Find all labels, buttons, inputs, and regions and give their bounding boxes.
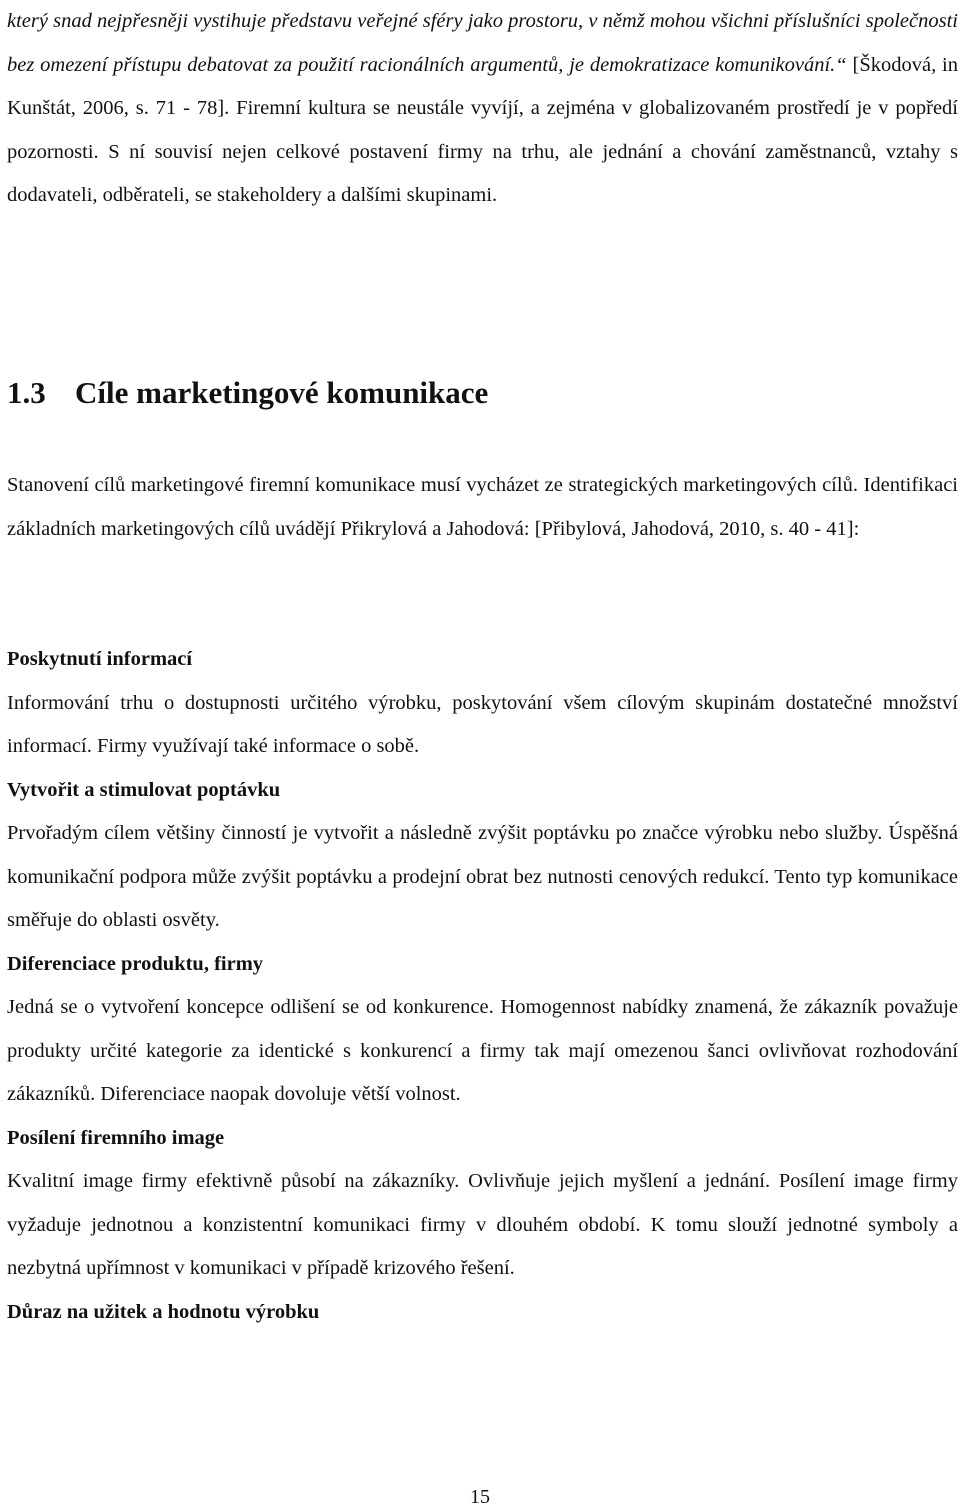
goals-list — [7, 638, 958, 1334]
goal-heading: Diferenciace produktu, firmy — [7, 952, 264, 975]
goal-heading: Vytvořit a stimulovat poptávku — [7, 778, 281, 801]
page-number: 15 — [470, 1486, 490, 1508]
goal-text: Prvořadým cílem většiny činností je vytvořit a následně zvýšit poptávku po značce výrobku nebo služby. Úspěšná komunikační podpora může zvýšit poptávku a prodejní obrat bez nutnosti cenových redukcí. Tento typ komunikace směřuje do oblasti osvěty. — [7, 822, 958, 931]
intro-citation: [Škodová, in Kunštát, 2006, s. 71 - 78]. — [7, 53, 958, 119]
goal-text: Kvalitní image firmy efektivně působí na zákazníky. Ovlivňuje jejich myšlení a jednání. Posílení image firmy vyžaduje jednotnou a konzistentní komunikaci firmy v dlouhém období. K tomu slouží jednotné symboly a nezbytná upřímnost v komunikaci v případě krizového řešení. — [7, 1170, 958, 1279]
section-number: 1.3 — [7, 375, 46, 410]
intro-quote-continuation: který snad nejpřesněji vystihuje představu veřejné sféry jako prostoru, v němž mohou všichni příslušníci společnosti bez omezení přístupu debatovat za použití racionálních argumentů, je demokratizace komunikování.“ — [7, 10, 958, 76]
section-title: Cíle marketingové komunikace — [75, 375, 489, 410]
intro-text: Firemní kultura se neustále vyvíjí, a zejména v globalizovaném prostředí je v popředí pozornosti. S ní souvisí nejen celkové postavení firmy na trhu, ale jednání a chování zaměstnanců, vztahy s dodavateli, odběrateli, se stakeholdery a dalšími skupinami. — [7, 97, 958, 206]
intro-paragraph — [7, 0, 958, 218]
goal-heading: Posílení firemního image — [7, 1126, 225, 1149]
document-page — [7, 0, 958, 1323]
goal-heading: Poskytnutí informací — [7, 648, 193, 670]
goal-text: Jedná se o vytvoření koncepce odlišení se od konkurence. Homogennost nabídky znamená, že zákazník považuje produkty určité kategorie za identické s konkurencí a firmy tak mají omezenou šanci ovlivňovat rozhodování zákazníků. Diferenciace naopak dovoluje větší volnost. — [7, 996, 958, 1105]
section-heading — [7, 371, 488, 415]
section-intro-paragraph: Stanovení cílů marketingové firemní komunikace musí vycházet ze strategických marketingových cílů. Identifikaci základních marketingových cílů uvádějí Přikrylová a Jahodová: [Přibylová, Jahodová, 2010, s. 40 - 41]: — [7, 474, 958, 540]
goal-text: Informování trhu o dostupnosti určitého výrobku, poskytování všem cílovým skupinám dostatečné množství informací. Firmy využívají také informace o sobě. — [7, 691, 958, 757]
goal-heading: Důraz na užitek a hodnotu výrobku — [7, 1300, 320, 1323]
